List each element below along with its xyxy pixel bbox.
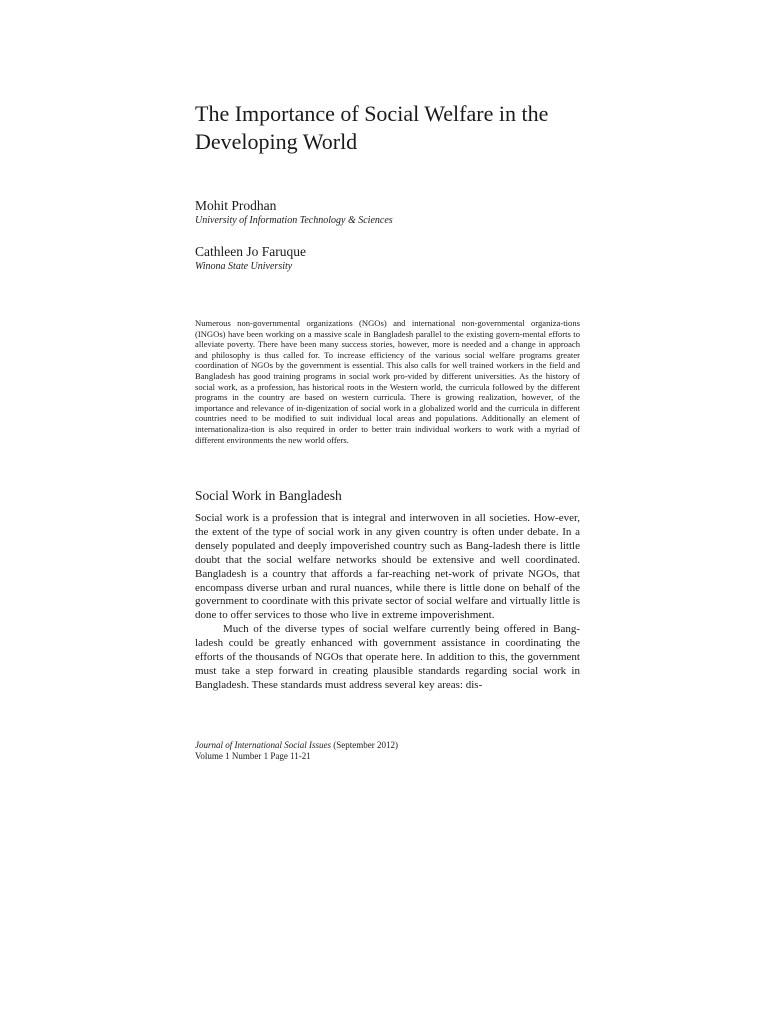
author-block-2 (195, 244, 615, 273)
author-block-1 (195, 198, 615, 227)
journal-name: Journal of International Social Issues (195, 740, 331, 750)
section-body (195, 512, 580, 693)
body-paragraph: Much of the diverse types of social welfare currently being offered in Bang-ladesh could be greatly enhanced with government assistance in coordinating the efforts of the thousands of NGOs that operate here. In addition to this, the government must take a step forward in creating plausible standards regarding social work in Bangladesh. These standards must address several key areas: dis- (195, 623, 580, 691)
author-name: Cathleen Jo Faruque (195, 244, 306, 259)
abstract: Numerous non-governmental organizations (NGOs) and international non-governmental organiza-tions (INGOs) have been working on a massive scale in Bangladesh parallel to the existing govern-mental efforts to alleviate poverty. There have been many success stories, however, more is needed and a change in approach and philosophy is thus called for. To increase efficiency of the various social welfare programs greater coordination of NGOs by the government is essential. This also calls for well trained workers in the field and Bangladesh has good training programs in social work pro-vided by different universities. As the history of social work, as a profession, has historical roots in the Western world, the curricula followed by the different programs in the country are based on western curricula. There is growing realization, however, of the importance and relevance of in-digenization of social work in a globalized world and the curricula in different countries need to be modified to suit individual local areas and populations. Additionally an element of internationaliza-tion is also required in order to better train individual workers to work with a myriad of different environments the new world offers. (195, 318, 580, 445)
author-name: Mohit Prodhan (195, 198, 277, 213)
journal-footer (195, 740, 615, 762)
author-affiliation: Winona State University (195, 261, 293, 272)
journal-volume: Volume 1 Number 1 Page 11-21 (195, 751, 311, 761)
article-title: The Importance of Social Welfare in the Developing World (195, 101, 549, 154)
author-affiliation: University of Information Technology & Sciences (195, 215, 393, 226)
section-heading: Social Work in Bangladesh (195, 488, 342, 503)
body-paragraph: Social work is a profession that is integral and interwoven in all societies. How-ever, the extent of the type of social work in any given country is often under debate. In a densely populated and deeply impoverished country such as Bang-ladesh there is little doubt that the social welfare networks should be extensive and well coordinated. Bangladesh is a country that affords a far-reaching net-work of private NGOs, that encompass diverse urban and rural nuances, while there is little done on behalf of the government to coordinate with this private sector of social welfare and virtually little is done to offer services to those who live in extreme impoverishment. (195, 512, 580, 622)
journal-date: (September 2012) (333, 740, 398, 750)
